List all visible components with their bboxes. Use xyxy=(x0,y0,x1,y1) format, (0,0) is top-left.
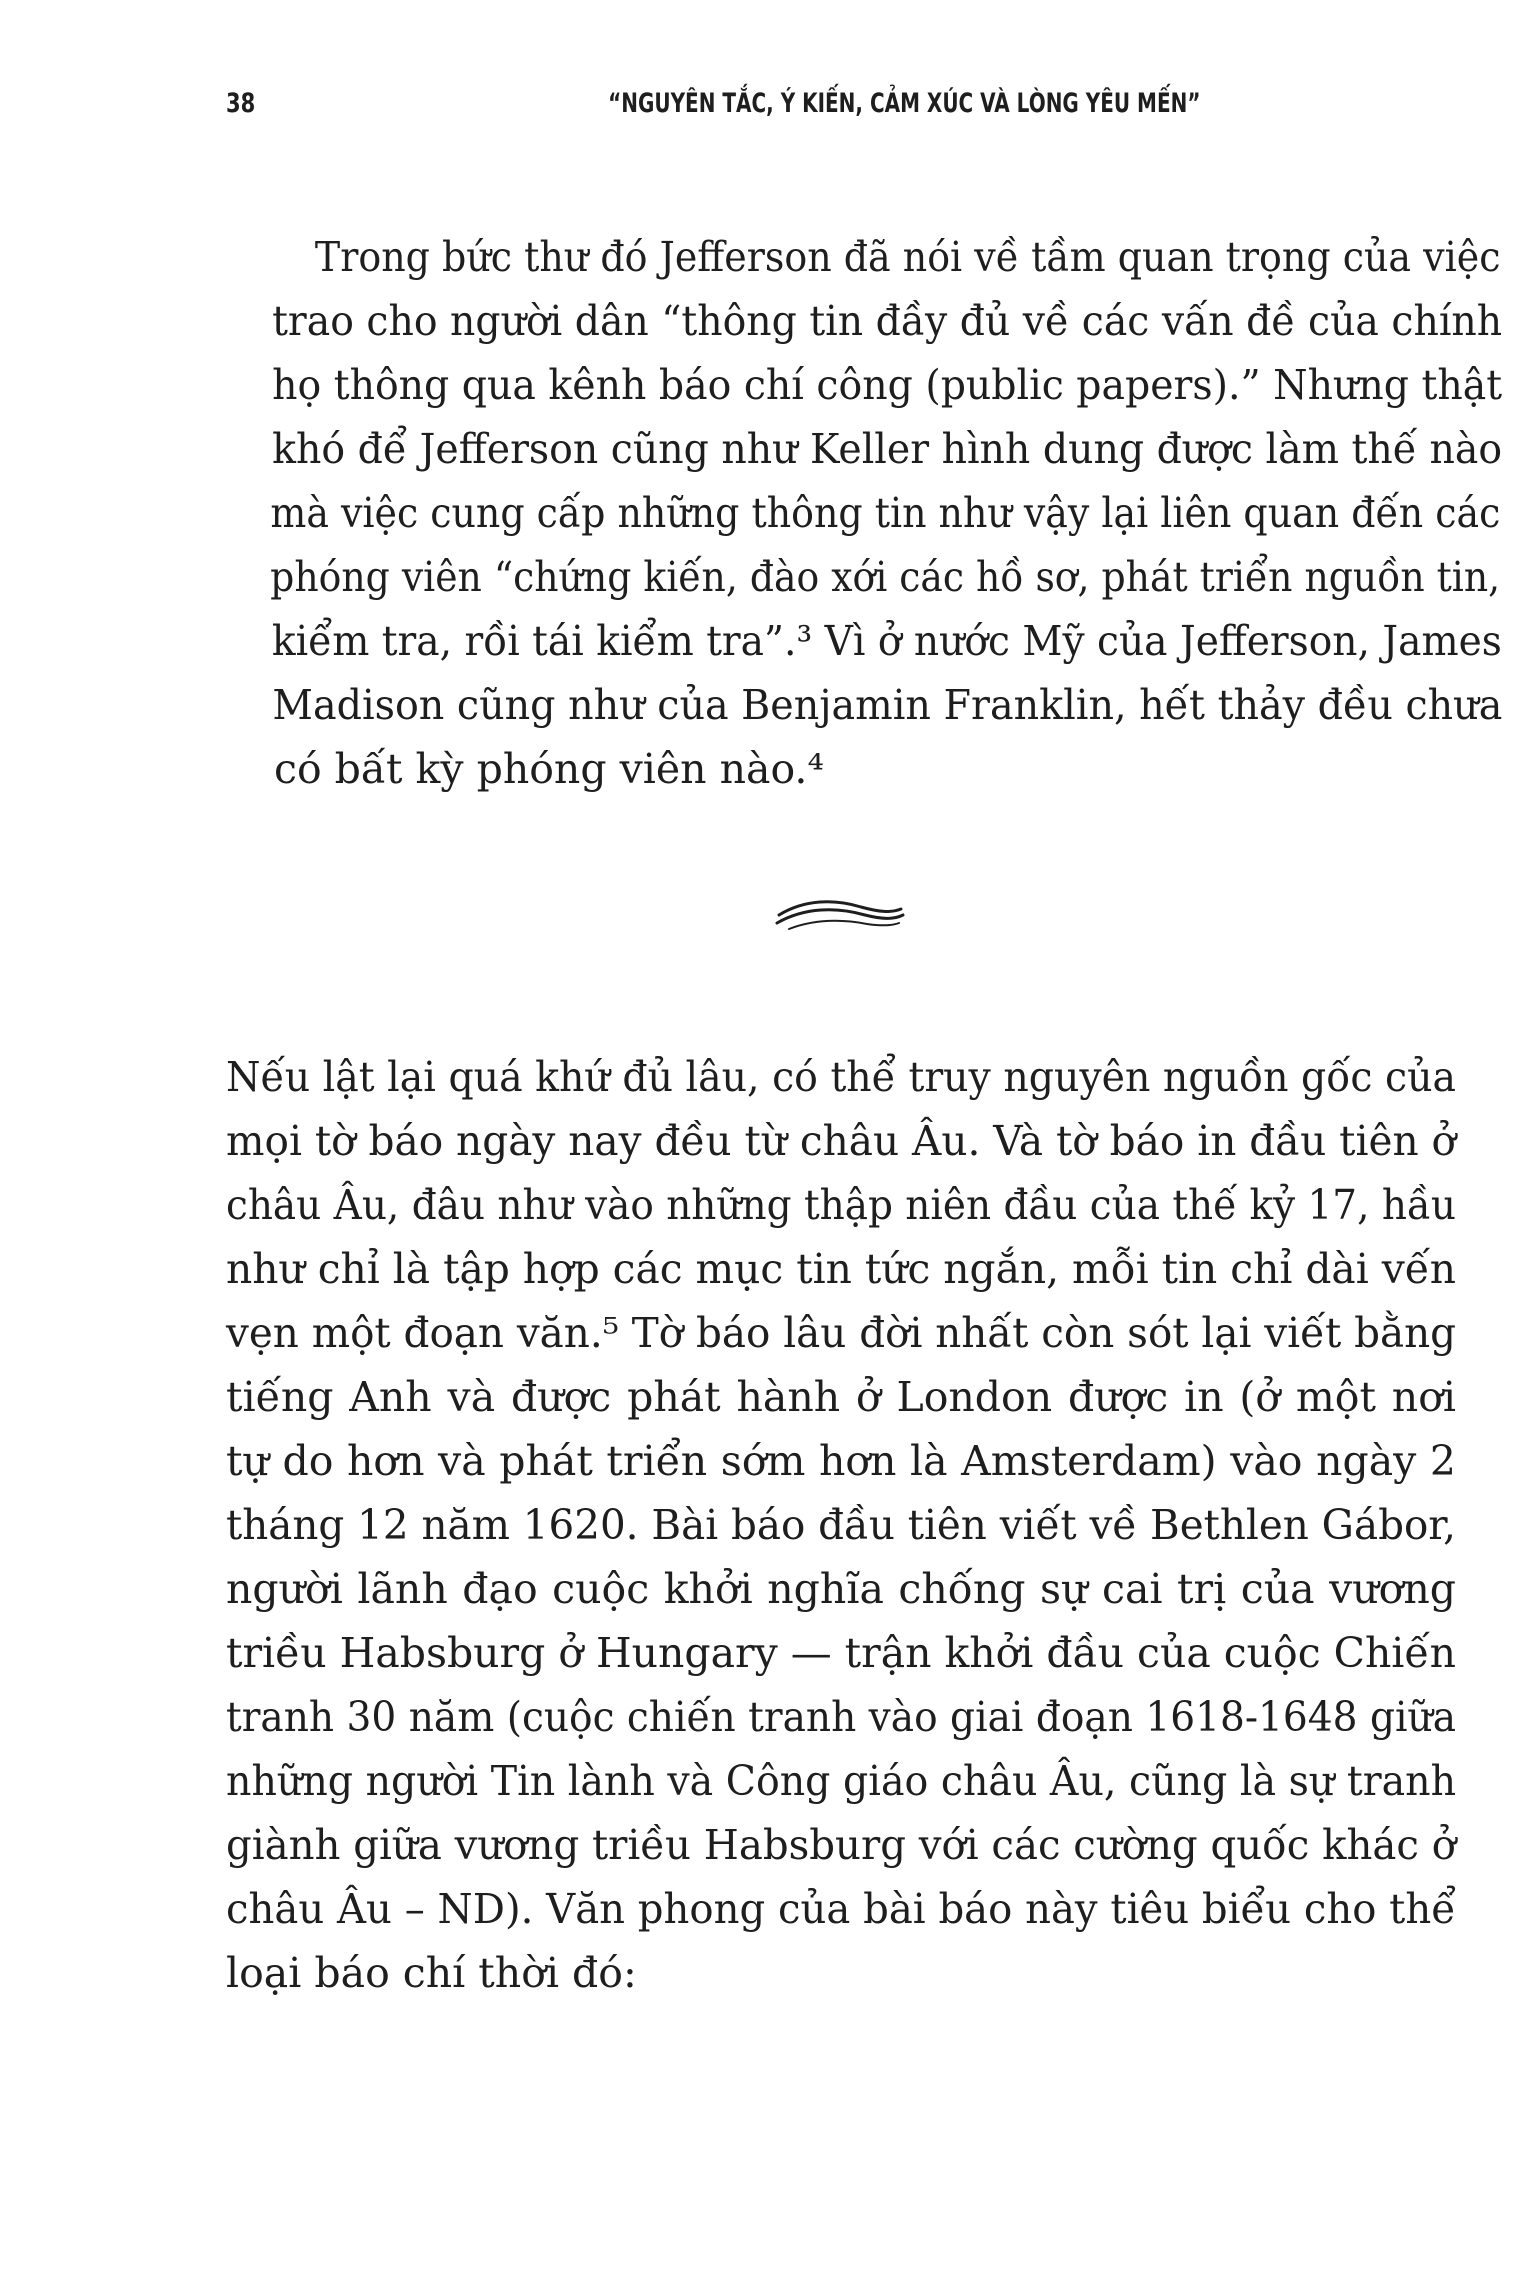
page-number: 38 xyxy=(226,88,256,119)
paragraph-line: Nếu lật lại quá khứ đủ lâu, có thể truy nguyên nguồn gốc của xyxy=(226,1053,1456,1101)
paragraph-line: những người Tin lành và Công giáo châu Âu, cũng là sự tranh xyxy=(226,1757,1457,1805)
paragraph-line: mà việc cung cấp những thông tin như vậy lại liên quan đến các xyxy=(270,489,1501,537)
paragraph-line: có bất kỳ phóng viên nào.⁴ xyxy=(274,745,824,793)
paragraph-line: châu Âu, đâu như vào những thập niên đầu của thế kỷ 17, hầu xyxy=(226,1181,1456,1229)
paragraph-line: kiểm tra, rồi tái kiểm tra”.³ Vì ở nước Mỹ của Jefferson, James xyxy=(271,617,1502,665)
running-head xyxy=(226,88,1200,132)
paragraph-line: như chỉ là tập hợp các mục tin tức ngắn, mỗi tin chỉ dài vến xyxy=(226,1245,1457,1293)
running-title: “NGUYÊN TẮC, Ý KIẾN, CẢM XÚC VÀ LÒNG YÊU MẾN” xyxy=(607,88,1200,119)
paragraph-line: tháng 12 năm 1620. Bài báo đầu tiên viết về Bethlen Gábor, xyxy=(226,1501,1457,1549)
paragraph-line: phóng viên “chứng kiến, đào xới các hồ sơ, phát triển nguồn tin, xyxy=(270,553,1501,601)
paragraph-line: họ thông qua kênh báo chí công (public papers).” Nhưng thật xyxy=(272,361,1503,409)
paragraph-line: loại báo chí thời đó: xyxy=(226,1949,637,1997)
paragraph-line: mọi tờ báo ngày nay đều từ châu Âu. Và tờ báo in đầu tiên ở xyxy=(226,1117,1457,1165)
paragraph-line: tự do hơn và phát triển sớm hơn là Amsterdam) vào ngày 2 xyxy=(226,1437,1456,1485)
paragraph-line: vẹn một đoạn văn.⁵ Tờ báo lâu đời nhất còn sót lại viết bằng xyxy=(226,1309,1457,1357)
paragraph-line: triều Habsburg ở Hungary — trận khởi đầu của cuộc Chiến xyxy=(226,1629,1456,1677)
paragraph-line: khó để Jefferson cũng như Keller hình dung được làm thế nào xyxy=(272,425,1503,473)
paragraph-line: Trong bức thư đó Jefferson đã nói về tầm quan trọng của việc xyxy=(314,233,1501,281)
paragraph-line: Madison cũng như của Benjamin Franklin, hết thảy đều chưa xyxy=(272,681,1503,729)
paragraph-1 xyxy=(226,225,1503,801)
paragraph-2 xyxy=(226,1045,1456,2005)
wave-ornament-icon xyxy=(775,893,905,933)
paragraph-line: trao cho người dân “thông tin đầy đủ về các vấn đề của chính xyxy=(272,297,1503,345)
paragraph-line: tranh 30 năm (cuộc chiến tranh vào giai đoạn 1618-1648 giữa xyxy=(226,1693,1457,1741)
paragraph-line: giành giữa vương triều Habsburg với các cường quốc khác ở xyxy=(226,1821,1457,1869)
paragraph-line: châu Âu – ND). Văn phong của bài báo này tiêu biểu cho thể xyxy=(226,1885,1456,1933)
paragraph-line: tiếng Anh và được phát hành ở London được in (ở một nơi xyxy=(226,1373,1456,1421)
paragraph-line: người lãnh đạo cuộc khởi nghĩa chống sự cai trị của vương xyxy=(226,1565,1456,1613)
